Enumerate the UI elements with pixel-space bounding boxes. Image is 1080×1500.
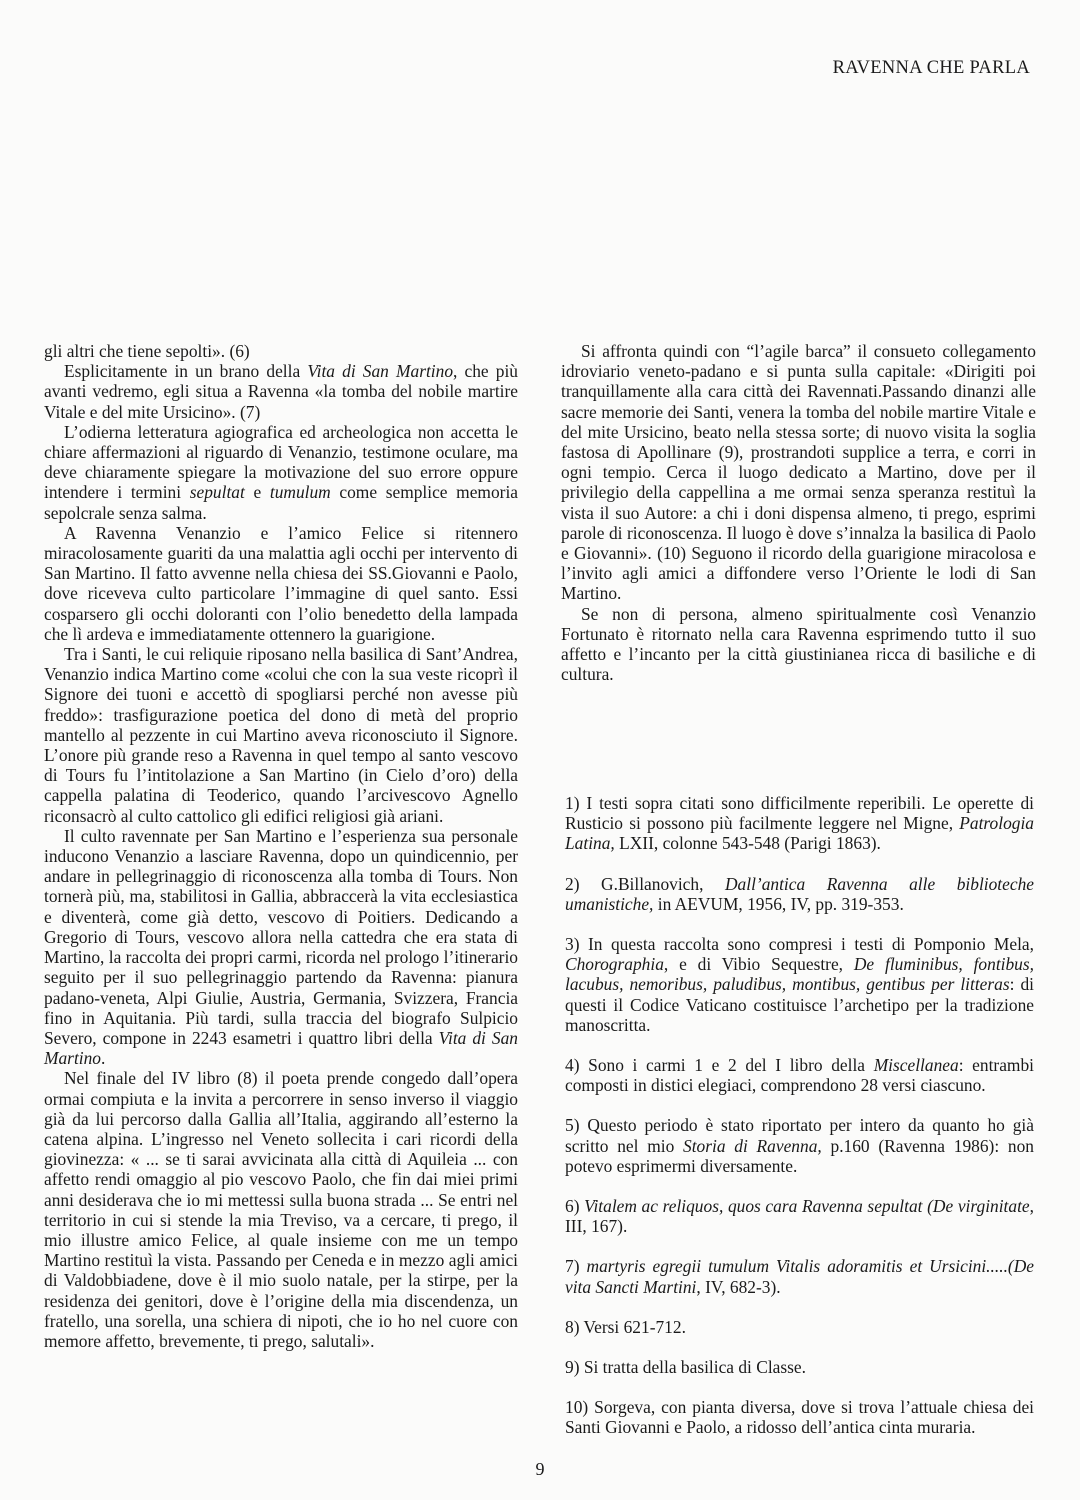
- italic-text: Vita di San Martino: [307, 361, 454, 382]
- footnotes: [565, 793, 1034, 1458]
- italic-text: martyris egregii tumulum Vitalis adoramitis et Ursicini.....(De vita Sancti Martini: [565, 1256, 1034, 1297]
- text-run: Si affronta quindi con “l’agile barca” il consueto collegamento idroviario veneto-padano e si punta sulla capitale: «Dirigiti poi tranquillamente alla cara città dei Ravennati.Passando dinanzi alle sacre memorie dei Santi, venera la tomba del nobile martire Vitale e del mite Ursicino, beato nella stessa sorte; di nuovo visita la soglia fastosa di Apollinare (9), prostrandoti supplice a terra, e corri in ogni tempio. Cerca il luogo dedicato a Martino, dove per il privilegio della cappellina a me ormai senza speranza restituì la vista il suo Autore: a chi i doni dispensa almeno, ti prego, esprimi parole di riconoscenza. Il luogo è dove s’innalza la basilica di Paolo e Giovanni». (10) Seguono il ricordo della guarigione miracolosa e l’invito agli amici a diffondere verso l’Oriente le lodi di San Martino.: [561, 341, 1036, 604]
- body-paragraph: [44, 523, 518, 644]
- body-paragraph: [44, 826, 518, 1068]
- text-run: p.160 (Ravenna 1986): non potevo esprimermi diversamente.: [565, 1135, 1034, 1176]
- body-paragraph: [44, 422, 518, 523]
- footnote: [565, 1196, 1034, 1236]
- text-run: , che più avanti vedremo, egli situa a Ravenna «la tomba del nobile martire Vitale e del mite Ursicino». (7): [44, 361, 518, 422]
- body-paragraph: [44, 361, 518, 422]
- footnote: [565, 1317, 1034, 1337]
- text-run: in AEVUM, 1956, IV, pp. 319-353.: [653, 893, 904, 914]
- text-run: Se non di persona, almeno spiritualmente così Venanzio Fortunato è ritornato nella cara Ravenna esprimendo tutto il suo affetto e l’incanto per la città giustinianea ricca di basiliche e di cultura.: [561, 603, 1036, 685]
- text-run: A Ravenna Venanzio e l’amico Felice si ritennero miracolosamente guariti da una malattia agli occhi per intervento di San Martino. Il fatto avvenne nella chiesa dei SS.Giovanni e Paolo, dove riceveva culto particolare l’immagine di quel santo. Essi cosparsero gli occhi doloranti con l’olio benedetto della lampada che lì ardeva e immediatamente ottennero la guarigione.: [44, 522, 518, 644]
- footnote: [565, 874, 1034, 914]
- text-run: L’odierna letteratura agiografica ed archeologica non accetta le chiare affermazioni al riguardo di Venanzio, testimone oculare, ma deve chiaramente spiegare la motivazione del suo errore oppure intendere i termini: [44, 421, 518, 503]
- text-run: : entrambi composti in distici elegiaci, comprendono 28 versi ciascuno.: [565, 1055, 1034, 1096]
- body-paragraph: [44, 644, 518, 826]
- text-run: gli altri che tiene sepolti». (6): [44, 341, 250, 361]
- text-run: 3) In questa raccolta sono compresi i testi di Pomponio Mela,: [565, 934, 1034, 955]
- text-run: 2) G.Billanovich,: [565, 873, 725, 894]
- text-run: 9) Si tratta della basilica di Classe.: [565, 1357, 806, 1378]
- footnote: [565, 934, 1034, 1035]
- text-run: 7): [565, 1256, 587, 1277]
- left-column: [44, 341, 518, 1351]
- page-number: 9: [535, 1459, 545, 1479]
- text-run: 1) I testi sopra citati sono difficilmente reperibili. Le operette di Rusticio si possono più facilmente leggere nel Migne,: [565, 793, 1034, 834]
- italic-text: Miscellanea: [873, 1055, 959, 1076]
- right-column: [561, 341, 1036, 684]
- text-run: 4) Sono i carmi 1 e 2 del I libro della: [565, 1055, 874, 1076]
- text-run: 8) Versi 621-712.: [565, 1316, 686, 1337]
- text-run: come semplice memoria sepolcrale senza salma.: [44, 482, 518, 523]
- italic-text: tumulum: [269, 482, 331, 503]
- text-run: , III, 167).: [565, 1196, 1034, 1237]
- italic-text: Dall’antica Ravenna alle biblioteche umanistiche,: [565, 873, 1034, 914]
- italic-text: Vita di San Martino: [44, 1027, 518, 1069]
- text-run: , e di Vibio Sequestre,: [663, 954, 854, 975]
- text-run: Esplicitamente in un brano della: [64, 361, 308, 382]
- text-run: : di questi il Codice Vaticano costituisce l’archetipo per la tradizione manoscritta.: [565, 974, 1034, 1035]
- text-run: , IV, 682-3).: [696, 1276, 781, 1297]
- text-run: 6): [565, 1196, 585, 1217]
- body-paragraph: [44, 1068, 518, 1351]
- body-paragraph: [44, 341, 518, 361]
- italic-text: Patrologia Latina,: [565, 813, 1034, 854]
- footnote: [565, 1357, 1034, 1377]
- italic-text: Storia di Ravenna,: [683, 1135, 822, 1156]
- italic-text: sepultat: [189, 482, 245, 503]
- footnote: [565, 1055, 1034, 1095]
- italic-text: Chorographia: [565, 954, 664, 975]
- body-paragraph: [561, 604, 1036, 685]
- text-run: Tra i Santi, le cui reliquie riposano nella basilica di Sant’Andrea, Venanzio indica Martino come «colui che con la sua veste ricoprì il Signore dei tuoni e accettò di spogliarsi perché non avesse più freddo»: trasfigurazione poetica del dono di metà del proprio mantello al pezzente in cui Martino aveva riconosciuto il Signore. L’onore più grande reso a Ravenna in quel tempo al santo vescovo di Tours fu l’intitolazione a San Martino (in Cielo d’oro) della cappella palatina di Teoderico, quando l’arcivescovo Agnello riconsacrò al culto cattolico gli edifici religiosi già ariani.: [44, 644, 518, 826]
- italic-text: Vitalem ac reliquos, quos cara Ravenna sepultat (De virginitate: [584, 1196, 1030, 1217]
- text-run: Nel finale del IV libro (8) il poeta prende congedo dall’opera ormai compiuta e la invita a percorrere in senso inverso il viaggio già da lui percorso dalla Gallia all’Italia, aggirando all’esterno la catena alpina. L’ingresso nel Veneto sollecita i cari ricordi della giovinezza: « ... se ti sarai avvicinata alla città di Aquileia ... con affetto rendi omaggio al pio vescovo Paolo, che fin dai miei primi anni desiderava che io mi mettessi sulla buona strada ... Se entri nel territorio in cui si stende la mia Treviso, va a cercare, ti prego, il mio illustre amico Felice, al quale insieme con me un tempo Martino restituì la vista. Passando per Ceneda e in mezzo agli amici di Valdobbiadene, dove è il mio suolo natale, per la stirpe, per la residenza dei genitori, dove è l’origine della mia discendenza, un fratello, una sorella, una schiera di nipoti, che io ho nel cuore con memore affetto, brevemente, ti prego, salutali».: [44, 1068, 518, 1351]
- running-header: RAVENNA CHE PARLA: [832, 58, 1030, 78]
- text-run: 5) Questo periodo è stato riportato per intero da quanto ho già scritto nel mio: [565, 1115, 1034, 1156]
- text-run: 10) Sorgeva, con pianta diversa, dove si trova l’attuale chiesa dei Santi Giovanni e Paolo, a ridosso dell’antica cinta muraria.: [565, 1397, 1034, 1438]
- text-run: e: [244, 482, 270, 503]
- footnote: [565, 1397, 1034, 1437]
- italic-text: De fluminibus, fontibus, lacubus, nemoribus, paludibus, montibus, gentibus per litteras: [565, 954, 1034, 995]
- body-paragraph: [561, 341, 1036, 604]
- text-run: .: [101, 1048, 106, 1069]
- text-run: Il culto ravennate per San Martino e l’esperienza sua personale inducono Venanzio a lasciare Ravenna, dopo un quindicennio, per andare in pellegrinaggio di riconoscenza alla tomba di Tours. Non tornerà più, ma, stabilitosi in Gallia, abbraccerà la vita ecclesiastica e diventerà, come già detto, vescovo di Poitiers. Dedicando a Gregorio di Tours, vescovo allora nella cattedra che era stata di Martino, la raccolta dei propri carmi, ricorda nel prologo l’itinerario seguito per il suo pellegrinaggio partendo da Ravenna: pianura padano-veneta, Alpi Giulie, Austria, Germania, Svizzera, Francia fino in Aquitania. Più tardi, sulla traccia del biografo Sulpicio Severo, compone in 2243 esametri i quattro libri della: [44, 825, 518, 1048]
- footnote: [565, 793, 1034, 854]
- footnote: [565, 1115, 1034, 1176]
- footnote: [565, 1256, 1034, 1296]
- text-run: LXII, colonne 543-548 (Parigi 1863).: [614, 833, 881, 854]
